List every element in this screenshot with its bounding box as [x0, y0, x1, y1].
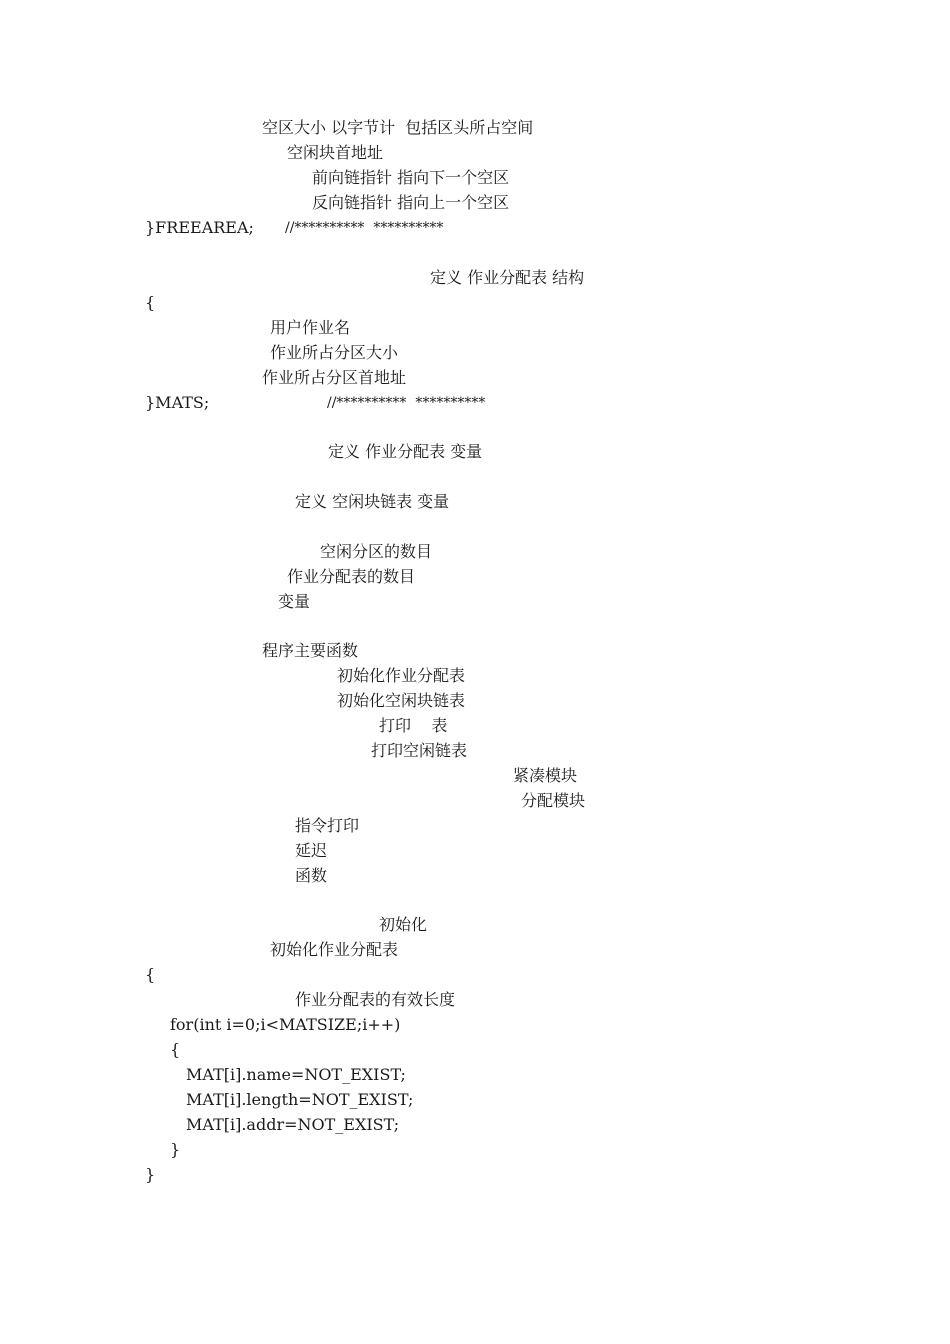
- text-line: 空区大小 以字节计 包括区头所占空间: [262, 118, 534, 137]
- text-line: 初始化: [379, 915, 428, 934]
- text-line: 用户作业名: [270, 318, 351, 337]
- text-line: 作业分配表的数目: [287, 567, 416, 586]
- text-line: 延迟: [295, 841, 328, 860]
- text-line: 初始化空闲块链表: [337, 691, 466, 710]
- text-line: 打印空闲链表: [371, 741, 468, 760]
- code-line: }: [145, 1165, 156, 1184]
- text-line: 变量: [278, 592, 311, 611]
- code-line: MAT[i].length=NOT_EXIST;: [186, 1090, 414, 1109]
- code-line: }: [170, 1140, 181, 1159]
- code-line: MAT[i].addr=NOT_EXIST;: [186, 1115, 400, 1134]
- text-line: 作业分配表的有效长度: [295, 990, 456, 1009]
- text-line: 紧凑模块: [513, 766, 578, 785]
- text-line: 初始化作业分配表: [270, 940, 399, 959]
- text-line: 定义 空闲块链表 变量: [295, 492, 450, 511]
- text-line: 前向链指针 指向下一个空区: [312, 168, 510, 187]
- text-line: 定义 作业分配表 变量: [328, 442, 483, 461]
- text-line: 初始化作业分配表: [337, 666, 466, 685]
- code-line: }FREEAREA;: [145, 218, 254, 237]
- code-line: }MATS;: [145, 393, 210, 412]
- text-line: 反向链指针 指向上一个空区: [312, 193, 510, 212]
- code-comment: //********** **********: [327, 395, 486, 411]
- code-line: {: [170, 1040, 181, 1059]
- code-line: {: [145, 965, 156, 984]
- text-line: 指令打印: [295, 816, 360, 835]
- text-line: 定义 作业分配表 结构: [430, 268, 585, 287]
- code-line: for(int i=0;i<MATSIZE;i++): [170, 1015, 401, 1034]
- text-line: 打印 表: [379, 716, 448, 735]
- text-line: 空闲分区的数目: [320, 542, 433, 561]
- text-line: 作业所占分区大小: [270, 343, 399, 362]
- code-line: {: [145, 293, 156, 312]
- text-line: 作业所占分区首地址: [262, 368, 407, 387]
- text-line: 函数: [295, 866, 328, 885]
- code-comment: //********** **********: [285, 220, 444, 236]
- text-line: 程序主要函数: [262, 641, 359, 660]
- code-line: MAT[i].name=NOT_EXIST;: [186, 1065, 406, 1084]
- text-line: 分配模块: [521, 791, 586, 810]
- text-line: 空闲块首地址: [287, 143, 384, 162]
